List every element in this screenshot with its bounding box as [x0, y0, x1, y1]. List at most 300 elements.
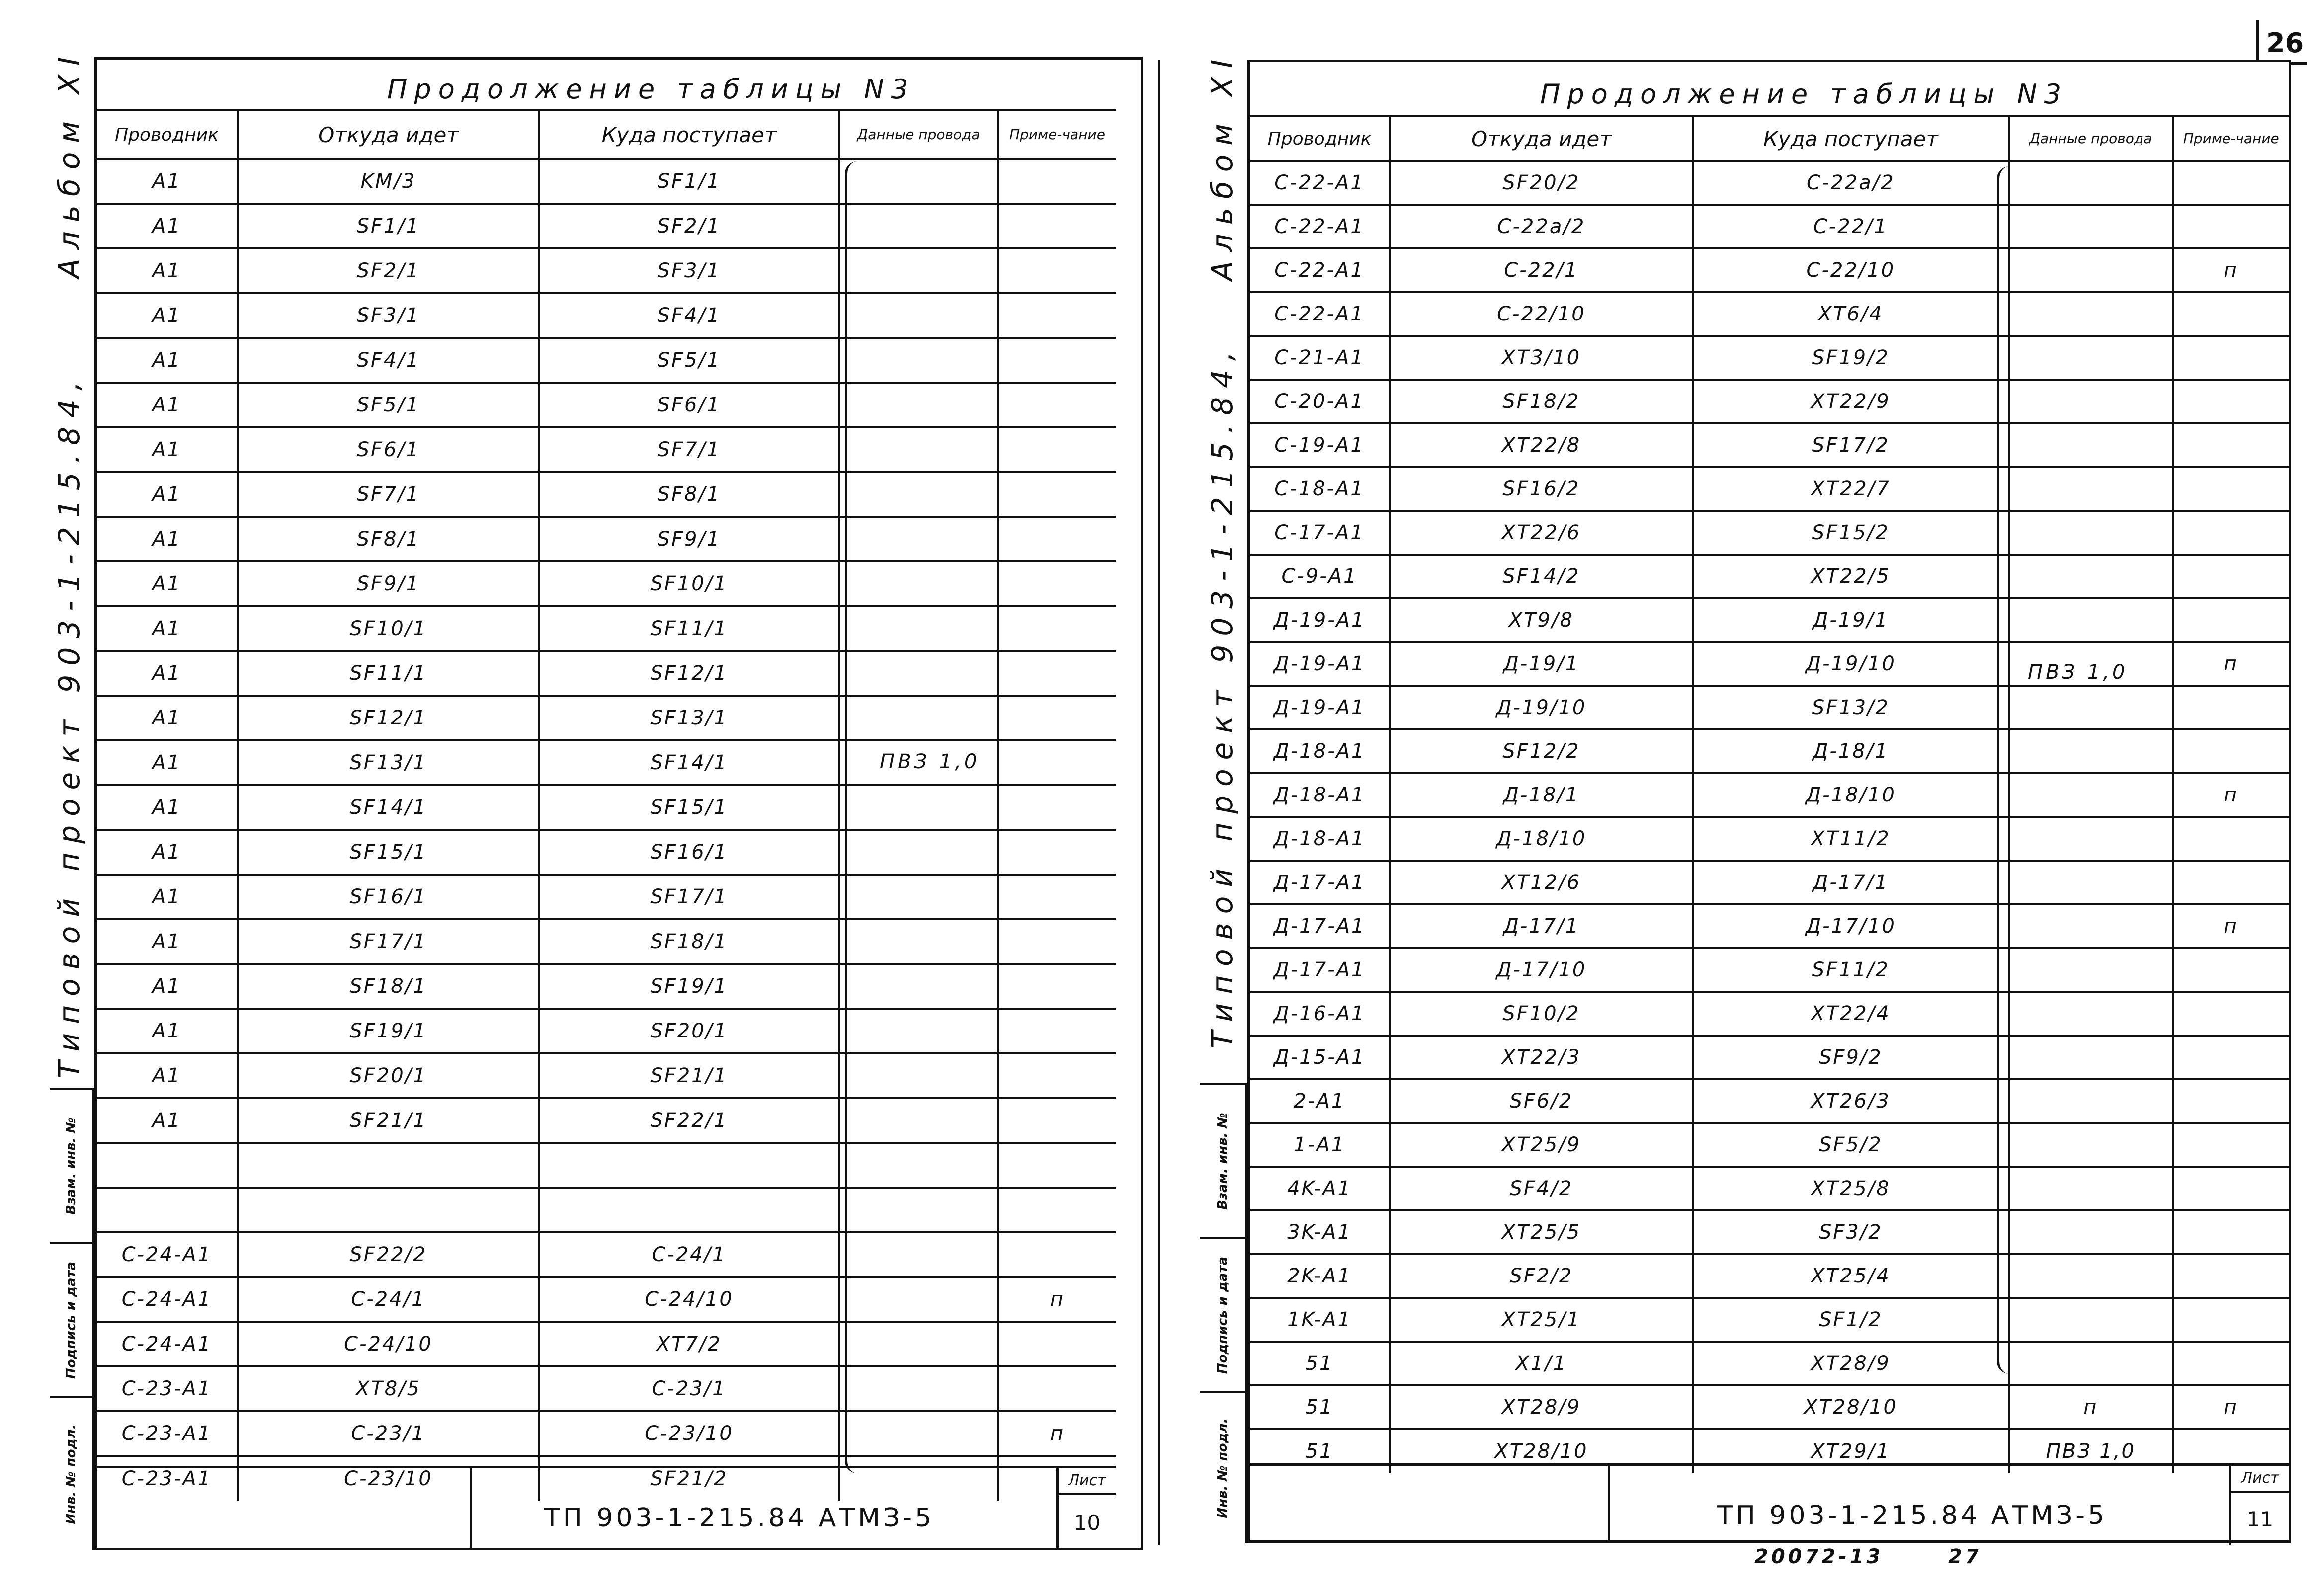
right-from-cell: SF10/2: [1390, 992, 1693, 1036]
left-conductor-cell: A1: [97, 964, 238, 1009]
right-to-cell: XT11/2: [1693, 817, 2009, 861]
table-row: [1250, 861, 2289, 904]
table-row: [97, 338, 1116, 383]
right-from-cell: Д-17/1: [1390, 904, 1693, 948]
left-header-from: Откуда идет: [238, 110, 539, 159]
left-conductor-cell: A1: [97, 561, 238, 606]
table-row: [97, 383, 1116, 427]
left-note-cell: [998, 1009, 1116, 1053]
right-wire-data-cell: [2009, 1254, 2173, 1298]
right-stamp-strip: [1200, 1083, 1247, 1543]
left-conductor-cell: A1: [97, 1098, 238, 1143]
left-note-cell: [998, 1098, 1116, 1143]
table-row: [1250, 467, 2289, 511]
table-row: [97, 1053, 1116, 1098]
left-wire-data-cell: [839, 785, 998, 830]
right-to-cell: SF11/2: [1693, 948, 2009, 992]
right-from-cell: XT25/9: [1390, 1123, 1693, 1167]
right-conductor-cell: 3K-A1: [1250, 1210, 1390, 1254]
left-from-cell: SF15/1: [238, 830, 539, 875]
left-conductor-cell: A1: [97, 696, 238, 740]
left-from-cell: C-23/10: [238, 1456, 539, 1501]
right-wire-data-cell: [2009, 555, 2173, 598]
left-note-cell: [998, 875, 1116, 919]
left-conductor-cell: C-23-A1: [121, 1467, 212, 1490]
right-from-cell: XT28/9: [1390, 1385, 1693, 1429]
right-note-cell: [2173, 1298, 2289, 1342]
right-doc-code: ТП 903-1-215.84 АТМЗ-5: [1717, 1501, 2108, 1530]
right-conductor-cell: 1K-A1: [1250, 1298, 1390, 1342]
right-conductor-cell: Д-19-A1: [1250, 598, 1390, 642]
right-to-cell: SF3/2: [1693, 1210, 2009, 1254]
table-row: [1250, 1210, 2289, 1254]
right-note-cell: [2173, 161, 2289, 205]
left-to-cell: SF11/1: [539, 606, 839, 651]
right-from-cell: Д-17/10: [1390, 948, 1693, 992]
left-conductor-cell: A1: [97, 293, 238, 338]
left-note-cell: [998, 1232, 1116, 1277]
left-to-cell: SF19/1: [539, 964, 839, 1009]
left-note-cell: [998, 1188, 1116, 1232]
left-to-cell: SF8/1: [539, 472, 839, 517]
left-from-cell: SF7/1: [238, 472, 539, 517]
right-from-cell: XT25/1: [1390, 1298, 1693, 1342]
left-note-cell: [998, 383, 1116, 427]
table-row: [1250, 773, 2289, 817]
right-from-cell: SF2/2: [1390, 1254, 1693, 1298]
table-row: [1250, 1298, 2289, 1342]
right-conductor-cell: C-18-A1: [1250, 467, 1390, 511]
left-from-cell: C-23/1: [238, 1411, 539, 1456]
left-to-cell: SF15/1: [539, 785, 839, 830]
table-row: [97, 1188, 1116, 1232]
right-wire-spec: ПВЗ 1,0: [2028, 661, 2128, 684]
left-from-cell: XT8/5: [238, 1366, 539, 1411]
table-row: [1250, 904, 2289, 948]
left-to-cell: [539, 1143, 839, 1188]
right-to-cell: Д-18/10: [1693, 773, 2009, 817]
right-wire-data-cell: [2009, 511, 2173, 555]
left-conductor-cell: A1: [97, 875, 238, 919]
right-from-cell: XT3/10: [1390, 336, 1693, 380]
right-conductor-cell: 51: [1250, 1385, 1390, 1429]
right-to-cell: Д-18/1: [1693, 729, 2009, 773]
right-wire-data-cell: [2009, 773, 2173, 817]
left-to-cell: SF5/1: [539, 338, 839, 383]
left-wire-data-cell: [839, 204, 998, 248]
right-from-cell: XT25/5: [1390, 1210, 1693, 1254]
right-to-cell: SF17/2: [1693, 423, 2009, 467]
left-note-cell: [998, 517, 1116, 561]
right-to-cell: SF5/2: [1693, 1123, 2009, 1167]
right-note-cell: [2173, 467, 2289, 511]
table-row: [1250, 380, 2289, 423]
left-note-cell: [998, 427, 1116, 472]
right-header-from: Откуда идет: [1390, 116, 1693, 161]
right-table-title: Продолжение таблицы N3: [1540, 79, 2068, 110]
right-conductor-cell: C-22-A1: [1250, 161, 1390, 205]
left-to-cell: SF12/1: [539, 651, 839, 696]
left-to-cell: SF16/1: [539, 830, 839, 875]
left-note-cell: [998, 159, 1116, 204]
left-conductor-cell: A1: [97, 338, 238, 383]
right-wire-data-cell: [2009, 686, 2173, 729]
left-wire-data-cell: [839, 517, 998, 561]
left-conductor-cell: A1: [97, 1053, 238, 1098]
table-row: [97, 427, 1116, 472]
right-wire-data-cell: [2009, 336, 2173, 380]
table-row: [1250, 511, 2289, 555]
right-note-cell: [2173, 861, 2289, 904]
left-to-cell: XT7/2: [539, 1322, 839, 1366]
right-from-cell: SF4/2: [1390, 1167, 1693, 1210]
right-to-cell: XT26/3: [1693, 1079, 2009, 1123]
right-note-cell: п: [2173, 773, 2289, 817]
left-from-cell: [238, 1188, 539, 1232]
right-wire-data-cell: [2009, 292, 2173, 336]
right-wire-data-cell: [2009, 205, 2173, 248]
right-conductor-cell: 4K-A1: [1250, 1167, 1390, 1210]
left-conductor-cell: A1: [97, 919, 238, 964]
right-from-cell: Д-19/1: [1390, 642, 1693, 686]
left-note-cell: [998, 964, 1116, 1009]
left-wire-data-cell: [839, 651, 998, 696]
left-wire-data-cell: [839, 1098, 998, 1143]
right-note-cell: [2173, 1210, 2289, 1254]
left-from-cell: SF18/1: [238, 964, 539, 1009]
right-wire-data-cell: [2009, 729, 2173, 773]
left-wire-data-cell: [839, 696, 998, 740]
table-row: [97, 204, 1116, 248]
left-strip-box-3: Инв. № подл.: [50, 1396, 92, 1550]
left-to-cell: SF22/1: [539, 1098, 839, 1143]
right-from-cell: XT22/6: [1390, 511, 1693, 555]
left-conductor-cell: C-24-A1: [97, 1277, 238, 1322]
table-row: [1250, 161, 2289, 205]
left-from-cell: SF13/1: [238, 740, 539, 785]
left-note-cell: [998, 204, 1116, 248]
right-wire-data-cell: [2009, 904, 2173, 948]
table-row: [97, 472, 1116, 517]
left-to-cell: C-24/1: [539, 1232, 839, 1277]
right-wire-data-cell: [2009, 861, 2173, 904]
right-from-cell: Д-18/1: [1390, 773, 1693, 817]
right-note-cell: [2173, 948, 2289, 992]
table-row: [97, 919, 1116, 964]
table-row: [97, 561, 1116, 606]
right-wire-data-cell: [2009, 992, 2173, 1036]
right-to-cell: Д-17/1: [1693, 861, 2009, 904]
left-conductor-cell: A1: [97, 472, 238, 517]
right-wire-data-cell: [2009, 1123, 2173, 1167]
left-from-cell: SF16/1: [238, 875, 539, 919]
left-from-cell: SF12/1: [238, 696, 539, 740]
left-from-cell: [238, 1143, 539, 1188]
table-row: [97, 1366, 1116, 1411]
right-conductor-cell: C-9-A1: [1250, 555, 1390, 598]
right-from-cell: SF20/2: [1390, 161, 1693, 205]
right-table: [1250, 115, 2289, 1473]
right-to-cell: SF13/2: [1693, 686, 2009, 729]
left-note-cell: [998, 1143, 1116, 1188]
table-row: [1250, 598, 2289, 642]
right-to-cell: Д-19/10: [1693, 642, 2009, 686]
table-row: [97, 875, 1116, 919]
right-from-cell: Д-19/10: [1390, 686, 1693, 729]
left-conductor-cell: A1: [97, 740, 238, 785]
right-wire-data-cell: [2009, 1210, 2173, 1254]
right-note-cell: [2173, 205, 2289, 248]
left-conductor-cell: A1: [97, 785, 238, 830]
right-from-cell: SF16/2: [1390, 467, 1693, 511]
left-wire-data-cell: [839, 1188, 998, 1232]
left-conductor-cell: A1: [97, 159, 238, 204]
right-header-note: Приме-чание: [2173, 116, 2289, 161]
right-conductor-cell: 51: [1305, 1440, 1334, 1463]
left-from-cell: C-24/1: [238, 1277, 539, 1322]
right-conductor-cell: C-22-A1: [1250, 292, 1390, 336]
right-from-cell: Д-18/10: [1390, 817, 1693, 861]
table-row: [1250, 423, 2289, 467]
right-conductor-cell: 51: [1250, 1342, 1390, 1385]
left-to-cell: SF13/1: [539, 696, 839, 740]
table-row: [1250, 1254, 2289, 1298]
table-row: [97, 964, 1116, 1009]
left-doc-code: ТП 903-1-215.84 АТМЗ-5: [544, 1503, 935, 1533]
left-stamp-strip: [50, 1088, 94, 1550]
left-from-cell: SF4/1: [238, 338, 539, 383]
table-row: [97, 651, 1116, 696]
right-from-cell: SF12/2: [1390, 729, 1693, 773]
left-wire-data-cell: [839, 159, 998, 204]
right-from-cell: XT12/6: [1390, 861, 1693, 904]
right-note-cell: [2173, 380, 2289, 423]
right-strip-box-3: Инв. № подл.: [1200, 1391, 1245, 1543]
left-conductor-cell: C-24-A1: [97, 1232, 238, 1277]
right-note-cell: п: [2173, 1385, 2289, 1429]
right-side-album: Альбом XI: [1205, 50, 1239, 281]
right-note-cell: п: [2173, 904, 2289, 948]
left-to-cell: C-24/10: [539, 1277, 839, 1322]
right-conductor-cell: Д-19-A1: [1250, 686, 1390, 729]
left-wire-data-cell: [839, 248, 998, 293]
left-wire-data-cell: [839, 919, 998, 964]
left-to-cell: SF14/1: [539, 740, 839, 785]
table-row: [1250, 729, 2289, 773]
right-from-cell: XT22/8: [1390, 423, 1693, 467]
table-row: [97, 1232, 1116, 1277]
left-to-cell: C-23/10: [539, 1411, 839, 1456]
right-side-project: Типовой проект 903-1-215.84,: [1205, 342, 1239, 1048]
right-conductor-cell: Д-15-A1: [1250, 1036, 1390, 1079]
table-row: [1250, 292, 2289, 336]
table-row: [97, 696, 1116, 740]
right-wire-brace: [1997, 166, 2009, 1374]
left-note-cell: [998, 293, 1116, 338]
right-note-cell: [2173, 511, 2289, 555]
left-from-cell: SF22/2: [238, 1232, 539, 1277]
right-conductor-cell: 2-A1: [1250, 1079, 1390, 1123]
left-wire-data-cell: [839, 830, 998, 875]
table-row: [97, 293, 1116, 338]
right-wire-data-cell: [2009, 817, 2173, 861]
table-row: [1250, 1342, 2289, 1385]
left-to-cell: SF9/1: [539, 517, 839, 561]
right-conductor-cell: Д-18-A1: [1250, 817, 1390, 861]
right-to-cell: XT22/9: [1693, 380, 2009, 423]
right-to-cell: XT28/9: [1693, 1342, 2009, 1385]
table-row: [1250, 1167, 2289, 1210]
right-note-cell: [2173, 1079, 2289, 1123]
table-row: [97, 1322, 1116, 1366]
left-wire-data-cell: [839, 1053, 998, 1098]
right-wire-data-cell: [2009, 380, 2173, 423]
left-wire-data-cell: [839, 1143, 998, 1188]
right-conductor-cell: Д-17-A1: [1250, 861, 1390, 904]
table-row: [97, 830, 1116, 875]
left-wire-data-cell: [839, 1411, 998, 1456]
right-to-cell: Д-19/1: [1693, 598, 2009, 642]
left-conductor-cell: A1: [97, 651, 238, 696]
left-wire-brace: [845, 161, 857, 1473]
right-to-cell: SF9/2: [1693, 1036, 2009, 1079]
right-wire-data-cell: ПВЗ 1,0: [2009, 1429, 2173, 1473]
page-number: 26: [2266, 27, 2304, 59]
left-conductor-cell: [97, 1143, 238, 1188]
left-wire-data-cell: [839, 472, 998, 517]
right-note-cell: [2173, 729, 2289, 773]
left-wire-data-cell: [839, 383, 998, 427]
right-to-cell: C-22a/2: [1693, 161, 2009, 205]
right-conductor-cell: Д-16-A1: [1250, 992, 1390, 1036]
left-from-cell: SF20/1: [238, 1053, 539, 1098]
right-title-block: [1250, 1463, 2289, 1543]
right-wire-data-cell: [2009, 598, 2173, 642]
left-title-block-divider: [470, 1468, 472, 1548]
table-row: [1250, 1079, 2289, 1123]
left-conductor-cell: C-24-A1: [97, 1322, 238, 1366]
left-note-cell: [998, 338, 1116, 383]
left-conductor-cell: A1: [97, 204, 238, 248]
left-to-cell: SF21/1: [539, 1053, 839, 1098]
left-from-cell: SF6/1: [238, 427, 539, 472]
right-wire-data-cell: [2009, 248, 2173, 292]
left-to-cell: SF7/1: [539, 427, 839, 472]
left-wire-data-cell: [839, 1232, 998, 1277]
left-from-cell: SF21/1: [238, 1098, 539, 1143]
right-to-cell: C-22/10: [1693, 248, 2009, 292]
left-table-title: Продолжение таблицы N3: [387, 74, 915, 105]
left-from-cell: SF5/1: [238, 383, 539, 427]
left-wire-spec: ПВЗ 1,0: [880, 750, 980, 773]
left-to-cell: SF2/1: [539, 204, 839, 248]
left-note-cell: [998, 830, 1116, 875]
right-header-to: Куда поступает: [1693, 116, 2009, 161]
left-from-cell: SF1/1: [238, 204, 539, 248]
right-conductor-cell: C-19-A1: [1250, 423, 1390, 467]
left-note-cell: [998, 606, 1116, 651]
right-wire-data-cell: [2009, 1036, 2173, 1079]
right-conductor-cell: 1-A1: [1250, 1123, 1390, 1167]
right-note-cell: [2173, 817, 2289, 861]
left-note-cell: [998, 651, 1116, 696]
left-strip-box-1: Взам. инв. №: [50, 1088, 92, 1242]
right-list-label: Лист: [2231, 1466, 2289, 1493]
right-note-cell: [2173, 336, 2289, 380]
left-side-album: Альбом XI: [52, 48, 86, 278]
left-to-cell: SF4/1: [539, 293, 839, 338]
right-list-box: [2229, 1466, 2289, 1545]
right-conductor-cell: C-20-A1: [1250, 380, 1390, 423]
right-wire-data-cell: [2009, 1079, 2173, 1123]
left-note-cell: [998, 472, 1116, 517]
right-from-cell: XT22/3: [1390, 1036, 1693, 1079]
left-note-cell: [998, 248, 1116, 293]
right-conductor-cell: C-17-A1: [1250, 511, 1390, 555]
right-header-wire-data: Данные провода: [2009, 116, 2173, 161]
right-to-cell: XT28/10: [1693, 1385, 2009, 1429]
left-conductor-cell: C-23-A1: [97, 1411, 238, 1456]
table-row: [1250, 336, 2289, 380]
table-row: [1250, 1036, 2289, 1079]
right-wire-data-cell: [2009, 161, 2173, 205]
table-row: [97, 785, 1116, 830]
left-to-cell: SF1/1: [539, 159, 839, 204]
left-title-block: [97, 1466, 1116, 1548]
left-wire-data-cell: [839, 964, 998, 1009]
left-header-wire-data: Данные провода: [839, 110, 998, 159]
left-conductor-cell: [97, 1188, 238, 1232]
left-note-cell: п: [998, 1411, 1116, 1456]
left-list-box: [1056, 1468, 1116, 1550]
table-row: [1250, 817, 2289, 861]
left-to-cell: SF10/1: [539, 561, 839, 606]
left-table: [97, 109, 1116, 1501]
right-conductor-cell: Д-17-A1: [1250, 904, 1390, 948]
table-row: [97, 1277, 1116, 1322]
right-wire-data-cell: [2009, 423, 2173, 467]
right-to-cell: XT22/7: [1693, 467, 2009, 511]
right-from-cell: C-22/10: [1390, 292, 1693, 336]
left-from-cell: SF17/1: [238, 919, 539, 964]
right-wire-data-cell: [2009, 1298, 2173, 1342]
right-note-cell: [2173, 423, 2289, 467]
right-from-cell: C-22/1: [1390, 248, 1693, 292]
right-to-cell: XT22/5: [1693, 555, 2009, 598]
left-wire-data-cell: [839, 293, 998, 338]
right-conductor-cell: C-21-A1: [1250, 336, 1390, 380]
left-wire-data-cell: [839, 561, 998, 606]
table-row: [97, 1411, 1116, 1456]
right-note-cell: [2173, 1254, 2289, 1298]
right-conductor-cell: Д-19-A1: [1250, 642, 1390, 686]
right-note-cell: [2173, 1036, 2289, 1079]
table-row: [1250, 686, 2289, 729]
left-conductor-cell: A1: [97, 427, 238, 472]
left-from-cell: SF10/1: [238, 606, 539, 651]
left-from-cell: SF3/1: [238, 293, 539, 338]
left-sheet-right-edge: [1158, 60, 1160, 1545]
footer-page: 27: [1948, 1545, 1982, 1568]
left-header-note: Приме-чание: [998, 110, 1116, 159]
left-conductor-cell: A1: [97, 517, 238, 561]
left-to-cell: [539, 1188, 839, 1232]
table-row: [97, 248, 1116, 293]
right-list-number: 11: [2246, 1507, 2274, 1531]
footer-code: 20072-13: [1754, 1545, 1884, 1568]
right-to-cell: XT29/1: [1693, 1429, 2009, 1473]
left-wire-data-cell: [839, 875, 998, 919]
